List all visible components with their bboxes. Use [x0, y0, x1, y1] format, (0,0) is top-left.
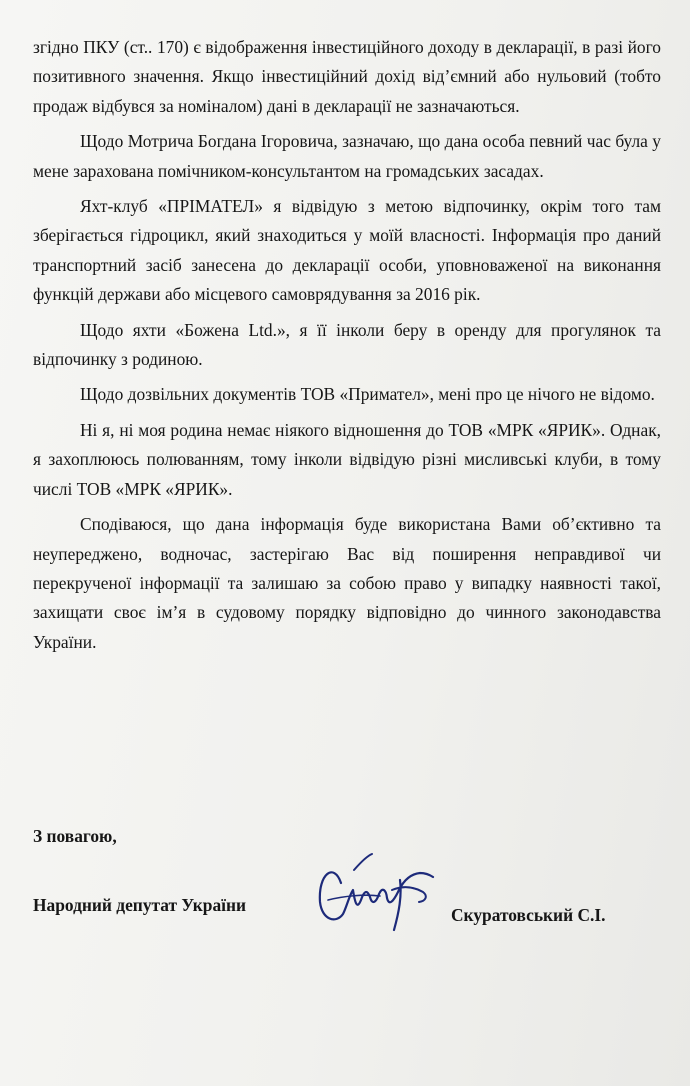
- handwritten-signature: [314, 850, 439, 936]
- signatory-name: Скуратовський С.І.: [451, 905, 606, 925]
- paragraph-warning: Сподіваюся, що дана інформація буде використана Вами об’єктивно та неупереджено, водночас, застерігаю Вас від поширення неправдивої чи перекрученої інформації та залишаю за собою право у випадку наявності такої, захищати своє ім’я в судовому порядку відповідно до чинного законодавства України.: [33, 514, 661, 652]
- paragraph-permits: Щодо дозвільних документів ТОВ «Примател», мені про це нічого не відомо.: [80, 384, 655, 405]
- signatory-position: Народний депутат України: [33, 895, 247, 915]
- paragraph-assistant: Щодо Мотрича Богдана Ігоровича, зазначаю, що дана особа певний час була у мене зарахована помічником-консультантом на громадських засадах.: [33, 131, 661, 181]
- paragraph-investment-income: згідно ПКУ (ст.. 170) є відображення інвестиційного доходу в декларації, в разі його позитивного значення. Якщо інвестиційний дохід від’ємний або нульовий (тобто продаж відбувся за номіналом) дані в декларації не зазначаються.: [33, 37, 661, 116]
- paragraph-hunting-club: Ні я, ні моя родина немає ніякого відношення до ТОВ «МРК «ЯРИК». Однак, я захоплююсь полюванням, тому інколи відвідую різні мисливські клуби, в тому числі ТОВ «МРК «ЯРИК».: [33, 419, 661, 499]
- paragraph-yacht-rental: Щодо яхти «Божена Ltd.», я її інколи беру в оренду для прогулянок та відпочинку з родиною.: [33, 319, 661, 370]
- closing-phrase: З повагою,: [33, 826, 117, 846]
- paragraph-yacht-club: Яхт-клуб «ПРІМАТЕЛ» я відвідую з метою відпочинку, окрім того там зберігається гідроцикл, який знаходиться у моїй власності. Інформація про даний транспортний засіб занесена до декларації особи, уповноваженої на виконання функцій держави або місцевого самоврядування за 2016 рік.: [33, 196, 661, 305]
- letter-body: [33, 33, 661, 663]
